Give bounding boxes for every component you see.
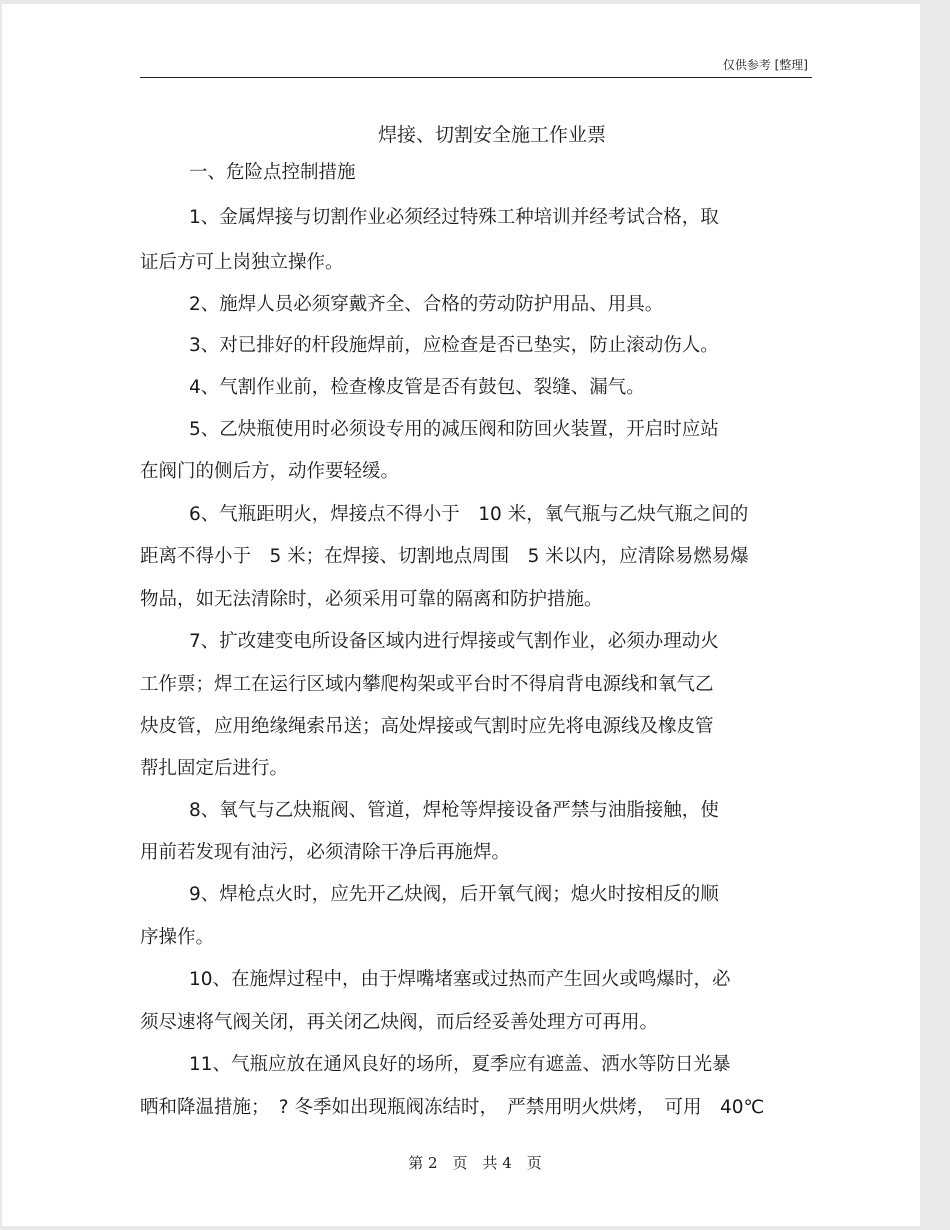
paragraph-line: 在阀门的侧后方，动作要轻缓。 <box>140 461 400 482</box>
paragraph-line: 帮扎固定后进行。 <box>140 758 289 779</box>
paragraph-line: 1、金属焊接与切割作业必须经过特殊工种培训并经考试合格，取 <box>189 207 719 228</box>
paragraph-line: 物品，如无法清除时，必须采用可靠的隔离和防护措施。 <box>140 589 603 610</box>
paragraph-line: 炔皮管，应用绝缘绳索吊送；高处焊接或气割时应先将电源线及橡皮管 <box>140 716 714 737</box>
paragraph-line: 2、施焊人员必须穿戴齐全、合格的劳动防护用品、用具。 <box>189 294 664 315</box>
paragraph-line: 序操作。 <box>140 927 215 948</box>
paragraph-line: 用前若发现有油污，必须清除干净后再施焊。 <box>140 842 511 863</box>
paragraph-line: 6、气瓶距明火，焊接点不得小于 10 米，氧气瓶与乙炔气瓶之间的 <box>189 504 749 525</box>
paragraph-line: 5、乙炔瓶使用时必须设专用的减压阀和防回火装置，开启时应站 <box>189 419 719 440</box>
header-divider <box>140 77 812 78</box>
paragraph-line: 3、对已排好的杆段施焊前，应检查是否已垫实，防止滚动伤人。 <box>189 335 719 356</box>
paragraph-line: 工作票；焊工在运行区域内攀爬构架或平台时不得肩背电源线和氧气乙 <box>140 674 714 695</box>
paragraph-line: 10、在施焊过程中，由于焊嘴堵塞或过热而产生回火或鸣爆时，必 <box>189 969 731 990</box>
document-page <box>2 4 920 1226</box>
page-number: 第 2 页 共 4 页 <box>408 1154 542 1172</box>
paragraph-line: 4、气割作业前，检查橡皮管是否有鼓包、裂缝、漏气。 <box>189 377 645 398</box>
header-note: 仅供参考 [整理] <box>722 58 808 72</box>
paragraph-line: 晒和降温措施； ? 冬季如出现瓶阀冻结时， 严禁用明火烘烤， 可用 40℃ <box>140 1097 765 1118</box>
paragraph-line: 9、焊枪点火时，应先开乙炔阀，后开氧气阀；熄火时按相反的顺 <box>189 884 719 905</box>
section-heading: 一、危险点控制措施 <box>189 162 356 183</box>
paragraph-line: 7、扩改建变电所设备区域内进行焊接或气割作业，必须办理动火 <box>189 631 719 652</box>
paragraph-line: 证后方可上岗独立操作。 <box>140 252 344 273</box>
document-title: 焊接、切割安全施工作业票 <box>377 124 606 146</box>
paragraph-line: 8、氧气与乙炔瓶阀、管道，焊枪等焊接设备严禁与油脂接触，使 <box>189 800 719 821</box>
paragraph-line: 11、气瓶应放在通风良好的场所，夏季应有遮盖、洒水等防日光暴 <box>189 1054 731 1075</box>
paragraph-line: 距离不得小于 5 米；在焊接、切割地点周围 5 米以内，应清除易燃易爆 <box>140 546 749 567</box>
paragraph-line: 须尽速将气阀关闭，再关闭乙炔阀，而后经妥善处理方可再用。 <box>140 1012 659 1033</box>
